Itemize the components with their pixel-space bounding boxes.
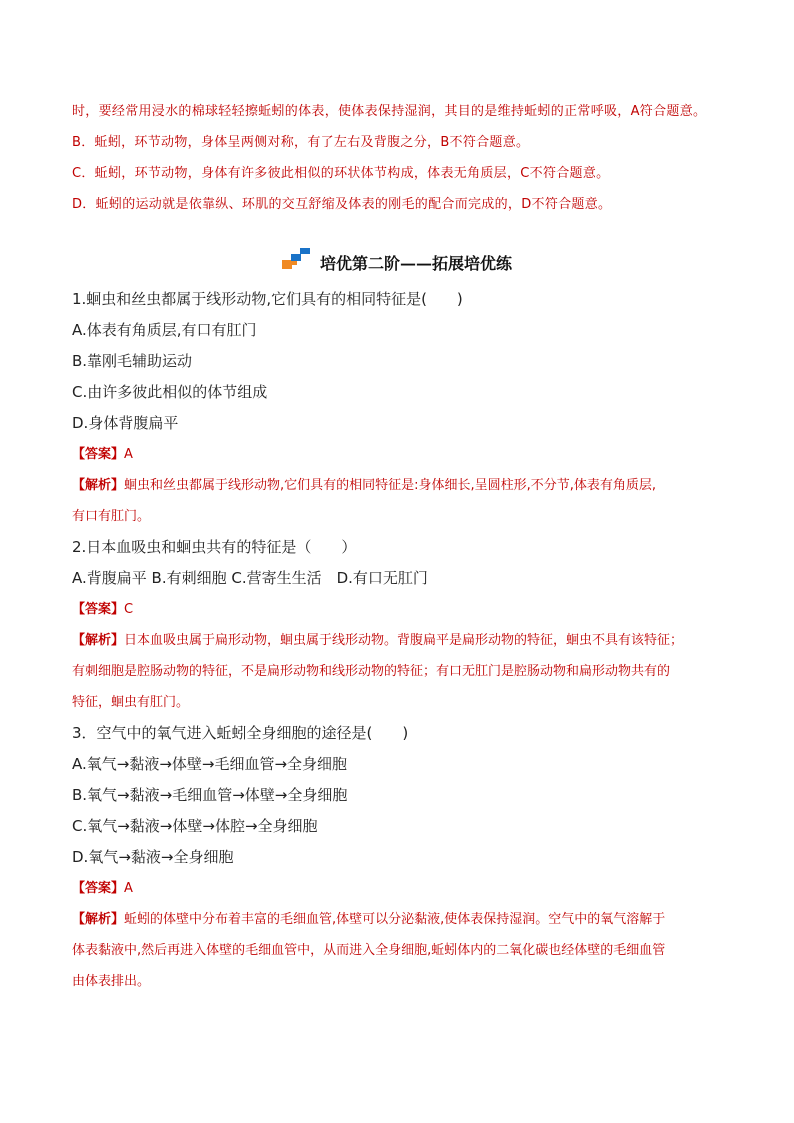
answer-value: A <box>124 447 133 462</box>
section-header <box>72 244 732 284</box>
analysis-line: 体表黏液中,然后再进入体壁的毛细血管中，从而进入全身细胞,蚯蚓体内的二氧化碳也经体壁的毛细血管 <box>72 943 666 958</box>
question-stem: 1.蛔虫和丝虫都属于线形动物,它们具有的相同特征是( ) <box>72 290 463 308</box>
stairs-icon <box>282 248 310 270</box>
document-page <box>72 96 732 997</box>
answer-tag: 【答案】 <box>72 447 125 462</box>
explanation-line: D．蚯蚓的运动就是依靠纵、环肌的交互舒缩及体表的刚毛的配合而完成的，D不符合题意。 <box>72 197 612 212</box>
analysis-line <box>72 904 732 935</box>
analysis-line: 特征，蛔虫有肛门。 <box>72 695 190 710</box>
analysis-tag: 【解析】 <box>72 478 125 493</box>
question-2 <box>72 532 732 718</box>
analysis-line: 有口有肛门。 <box>72 509 151 524</box>
question-stem: 2.日本血吸虫和蛔虫共有的特征是（ ） <box>72 538 357 556</box>
question-stem: 3．空气中的氧气进入蚯蚓全身细胞的途径是( ) <box>72 724 409 742</box>
answer-line <box>72 873 732 904</box>
option-c: C.氧气→黏液→体壁→体腔→全身细胞 <box>72 817 318 835</box>
analysis-line <box>72 470 732 501</box>
analysis-text: 蚯蚓的体壁中分布着丰富的毛细血管,体壁可以分泌黏液,使体表保持湿润。空气中的氧气溶解于 <box>124 912 666 927</box>
option-d: D.身体背腹扁平 <box>72 414 179 432</box>
option-c: C.由许多彼此相似的体节组成 <box>72 383 268 401</box>
answer-value: C <box>124 602 134 617</box>
answer-value: A <box>124 881 133 896</box>
analysis-line: 有刺细胞是腔肠动物的特征，不是扁形动物和线形动物的特征；有口无肛门是腔肠动物和扁形动物共有的 <box>72 664 671 679</box>
answer-tag: 【答案】 <box>72 881 125 896</box>
analysis-tag: 【解析】 <box>72 633 125 648</box>
answer-tag: 【答案】 <box>72 602 125 617</box>
answer-line <box>72 439 732 470</box>
option-b: B.靠刚毛辅助运动 <box>72 352 193 370</box>
question-3 <box>72 718 732 997</box>
option-d: D.氧气→黏液→全身细胞 <box>72 848 234 866</box>
analysis-line: 由体表排出。 <box>72 974 151 989</box>
analysis-tag: 【解析】 <box>72 912 125 927</box>
question-1 <box>72 284 732 532</box>
analysis-text: 日本血吸虫属于扁形动物，蛔虫属于线形动物。背腹扁平是扁形动物的特征，蛔虫不具有该特征； <box>124 633 684 648</box>
explanation-line: 时，要经常用浸水的棉球轻轻擦蚯蚓的体表，使体表保持湿润，其目的是维持蚯蚓的正常呼吸，A符合题意。 <box>72 104 707 119</box>
analysis-line <box>72 625 732 656</box>
options-inline: A.背腹扁平 B.有刺细胞 C.营寄生生活 D.有口无肛门 <box>72 569 428 587</box>
explanation-line: B．蚯蚓，环节动物，身体呈两侧对称，有了左右及背腹之分，B不符合题意。 <box>72 135 530 150</box>
answer-line <box>72 594 732 625</box>
explanation-line: C．蚯蚓，环节动物，身体有许多彼此相似的环状体节构成，体表无角质层，C不符合题意。 <box>72 166 610 181</box>
analysis-text: 蛔虫和丝虫都属于线形动物,它们具有的相同特征是:身体细长,呈圆柱形,不分节,体表有角质层, <box>124 478 657 493</box>
section-title: 培优第二阶——拓展培优练 <box>319 254 512 273</box>
option-a: A.体表有角质层,有口有肛门 <box>72 321 257 339</box>
option-b: B.氧气→黏液→毛细血管→体壁→全身细胞 <box>72 786 348 804</box>
option-a: A.氧气→黏液→体壁→毛细血管→全身细胞 <box>72 755 348 773</box>
